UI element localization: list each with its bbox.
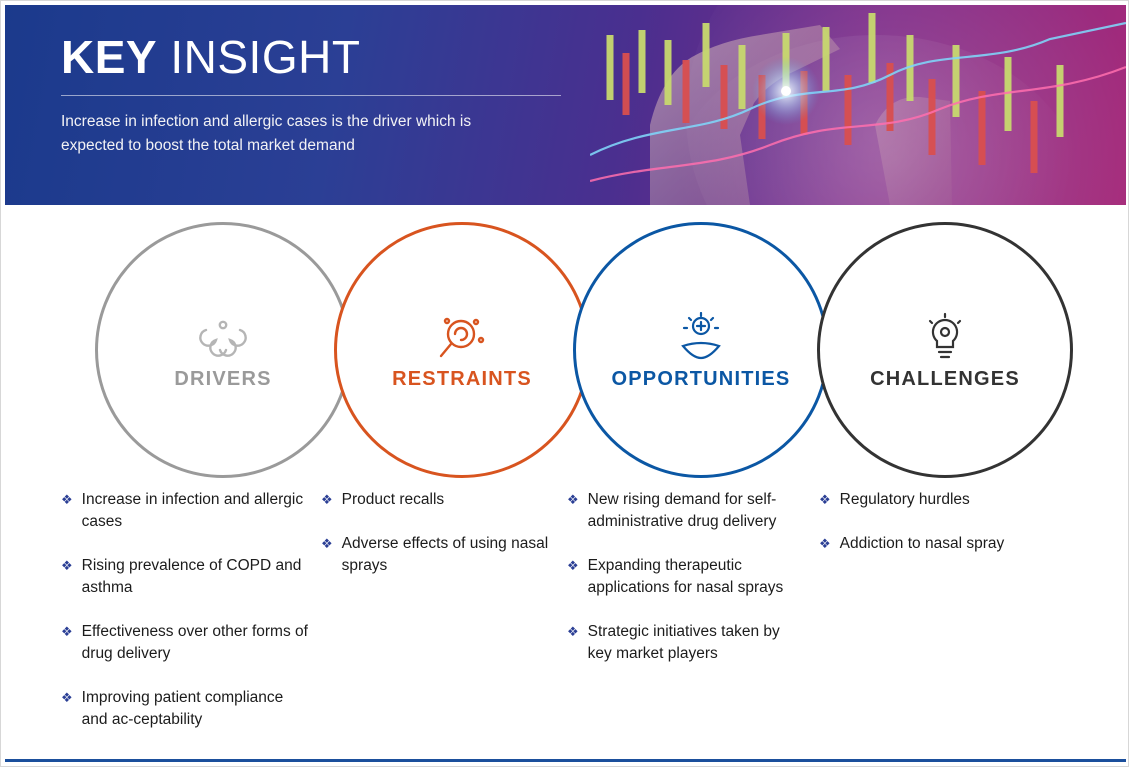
header-subtitle: Increase in infection and allergic cases is the driver which is expected to boost the total market demand	[61, 113, 472, 155]
bullet-text: Adverse effects of using nasal sprays	[341, 535, 549, 574]
bullet-icon: ❖	[321, 492, 333, 507]
list-item	[321, 533, 551, 577]
bullet-text: Regulatory hurdles	[839, 491, 970, 508]
lightbulb-gear-icon	[920, 310, 970, 362]
page-title-bold: KEY	[61, 31, 158, 83]
drivers-gear-people-icon	[196, 310, 250, 362]
bullet-icon: ❖	[61, 690, 73, 705]
bullet-icon: ❖	[567, 558, 579, 573]
list-item	[61, 555, 309, 599]
circle-label-opportunities: OPPORTUNITIES	[611, 367, 791, 390]
drivers-restraints-opportunities-challenges-diagram	[5, 207, 1126, 763]
list-item	[61, 489, 309, 533]
list-item	[819, 533, 1059, 555]
list-item	[61, 687, 309, 731]
list-item	[321, 489, 551, 511]
bullet-text: Effectiveness over other forms of drug delivery	[81, 623, 308, 662]
magnifying-glass-search-icon	[436, 310, 488, 362]
bullet-column-challenges	[819, 489, 1059, 577]
hand-holding-idea-icon	[674, 310, 728, 362]
bullet-column-opportunities	[567, 489, 807, 687]
bullet-column-drivers	[61, 489, 309, 753]
bullet-text: New rising demand for self-administrative drug delivery	[587, 491, 777, 530]
circle-drivers[interactable]	[95, 222, 351, 478]
bullet-text: Strategic initiatives taken by key market players	[587, 623, 780, 662]
footer-divider	[5, 759, 1126, 762]
bullet-icon: ❖	[61, 492, 73, 507]
bullet-icon: ❖	[819, 536, 831, 551]
list-item	[61, 621, 309, 665]
list-item	[567, 555, 807, 599]
circle-label-challenges: CHALLENGES	[870, 367, 1020, 390]
circle-label-restraints: RESTRAINTS	[392, 367, 532, 390]
circle-label-drivers: DRIVERS	[174, 367, 272, 390]
bullet-text: Improving patient compliance and ac-ceptability	[81, 689, 284, 728]
bullet-icon: ❖	[61, 624, 73, 639]
bullet-text: Rising prevalence of COPD and asthma	[81, 557, 302, 596]
circle-opportunities[interactable]	[573, 222, 829, 478]
header-title-block	[61, 33, 581, 158]
bullet-text: Increase in infection and allergic cases	[81, 491, 304, 530]
page-title-light: INSIGHT	[170, 31, 361, 83]
page-title	[61, 33, 581, 81]
bullet-text: Expanding therapeutic applications for nasal sprays	[587, 557, 784, 596]
circle-restraints[interactable]	[334, 222, 590, 478]
bullet-icon: ❖	[321, 536, 333, 551]
bullet-column-restraints	[321, 489, 551, 599]
title-divider	[61, 95, 561, 96]
list-item	[819, 489, 1059, 511]
bullet-icon: ❖	[567, 624, 579, 639]
bullet-text: Addiction to nasal spray	[839, 535, 1005, 552]
bullet-text: Product recalls	[341, 491, 445, 508]
bullet-icon: ❖	[567, 492, 579, 507]
list-item	[567, 489, 807, 533]
stock-candlestick-chart-with-hand-image	[590, 5, 1126, 205]
list-item	[567, 621, 807, 665]
bullet-icon: ❖	[819, 492, 831, 507]
circle-challenges[interactable]	[817, 222, 1073, 478]
header-banner	[5, 5, 1126, 205]
bullet-icon: ❖	[61, 558, 73, 573]
